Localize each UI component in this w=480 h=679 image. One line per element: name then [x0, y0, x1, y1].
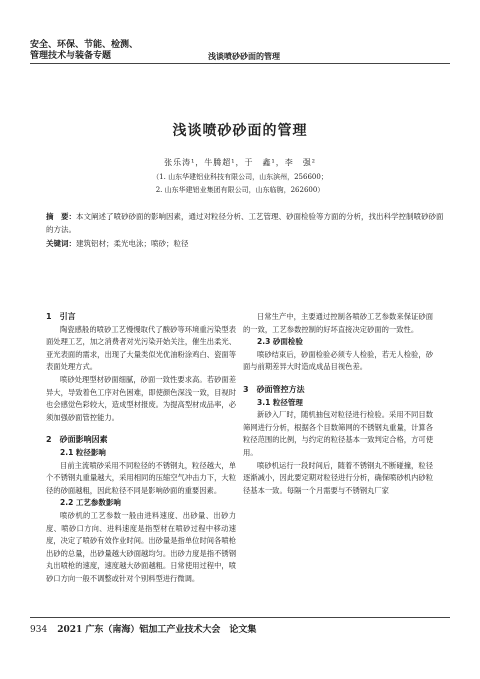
series-header — [30, 40, 150, 62]
abstract — [46, 210, 446, 236]
section-2-1-paragraph: 目前主流喷砂采用不同粒径的不锈钢丸，粒径越大，单个不锈钢丸重量越大，采用相同的压缩空气冲击力下，大粒径的砂面越粗，因此粒径不同是影响砂面的重要因素。 — [46, 460, 236, 495]
affiliation-1: （1. 山东华建铝业科技有限公司，山东滨州，256600； — [152, 173, 328, 181]
keywords — [46, 238, 446, 249]
conference-name: 2021 广东（南海）铝加工产业技术大会 论文集 — [57, 625, 257, 635]
section-1-paragraph-2: 喷砂处理型材砂面细腻，砂面一致性要求高。若砂面差异大，导致着色工序对色困难，即使颜色深浅一致，目视时也会感觉色彩较大，造成型材报废。为提高型材成品率，必须加强砂面管控能力。 — [46, 374, 236, 422]
section-2-heading: 2 砂面影响因素 — [46, 435, 108, 445]
section-3-1-heading: 3.1 粒径管理 — [257, 397, 303, 407]
keywords-label: 关键词： — [46, 239, 76, 248]
section-1-heading: 1 引言 — [46, 312, 76, 321]
page-footer — [30, 622, 256, 635]
section-2-3-paragraph: 喷砂结束后，砂面检验必须专人检验，若无人检验，砂面与前期差异大时造成成品目视色差。 — [243, 349, 433, 372]
section-2-3-heading: 2.3 砂面检验 — [257, 337, 303, 347]
section-3-1-paragraph-1: 新砂入厂时，随机抽包对粒径进行检验。采用不同目数筛网进行分析，根据各个目数筛网的不锈钢丸重量，计算各粒径范围的比例，与约定的粒径基本一致判定合格，方可使用。 — [243, 410, 433, 457]
section-3-1-paragraph-2: 喷砂机运行一段时间后，随着不锈钢丸不断碰撞，粒径逐渐减小，因此要定期对粒径进行分析，确保喷砂机内砂粒径基本一致。每隔一个月需要与不锈钢丸厂家 — [243, 460, 433, 495]
footer-rule — [30, 617, 450, 618]
left-column — [46, 311, 236, 585]
series-header-line1: 安全、环保、节能、检测、 — [30, 40, 139, 50]
author-list: 张乐涛¹，牛腾超¹，于 鑫¹，李 强² — [164, 158, 316, 167]
section-2-2-paragraph-1: 喷砂机的工艺参数一般由进料速度、出砂量、出砂力度、喷砂口方向、进料速度是指型材在喷砂过程中移动速度，决定了喷砂有效作业时间。出砂量是指单位时间各喷枪出砂的总量，出砂量越大砂面越均匀。出砂力度是指不锈钢丸出喷枪的速度，速度越大砂面越粗。日常使用过程中，喷砂口方向一般不调整或针对个别料型进行微调。 — [46, 510, 236, 583]
affiliation-2: 2. 山东华建铝业集团有限公司，山东临朐，262600） — [155, 186, 325, 194]
keywords-text: 建筑铝材；柔光电泳；喷砂；粒径 — [76, 239, 189, 248]
header-rule — [30, 63, 450, 64]
section-2-1-heading: 2.1 粒径影响 — [60, 447, 106, 457]
abstract-text: 本文阐述了喷砂砂面的影响因素，通过对粒径分析、工艺管理、砂面检验等方面的分析，找出科学控制喷砂砂面的方法。 — [46, 212, 444, 234]
right-column — [243, 311, 433, 497]
paper-title: 浅谈喷砂砂面的管理 — [172, 123, 308, 139]
series-header-line2: 管理技术与装备专题 — [30, 51, 112, 61]
page-number: 934 — [30, 625, 48, 635]
section-1-paragraph-1: 陶瓷感般的喷砂工艺慢慢取代了酸砂等环境重污染型表面处理工艺，加之消费者对光污染开始关注，催生出柔光、亚光表面的需求，出现了大量类似光优油粉涂鸡白、瓷面等表面处理方式。 — [46, 324, 236, 372]
running-title: 浅谈喷砂砂面的管理 — [208, 51, 280, 61]
abstract-label: 摘 要： — [46, 212, 76, 221]
section-2-2-heading: 2.2 工艺参数影响 — [60, 498, 121, 508]
section-2-2-paragraph-2: 日常生产中，主要通过控制各喷砂工艺参数来保证砂面的一致，工艺参数控制的好坏直接决定砂面的一致性。 — [243, 312, 433, 334]
section-3-heading: 3 砂面管控方法 — [243, 384, 305, 394]
